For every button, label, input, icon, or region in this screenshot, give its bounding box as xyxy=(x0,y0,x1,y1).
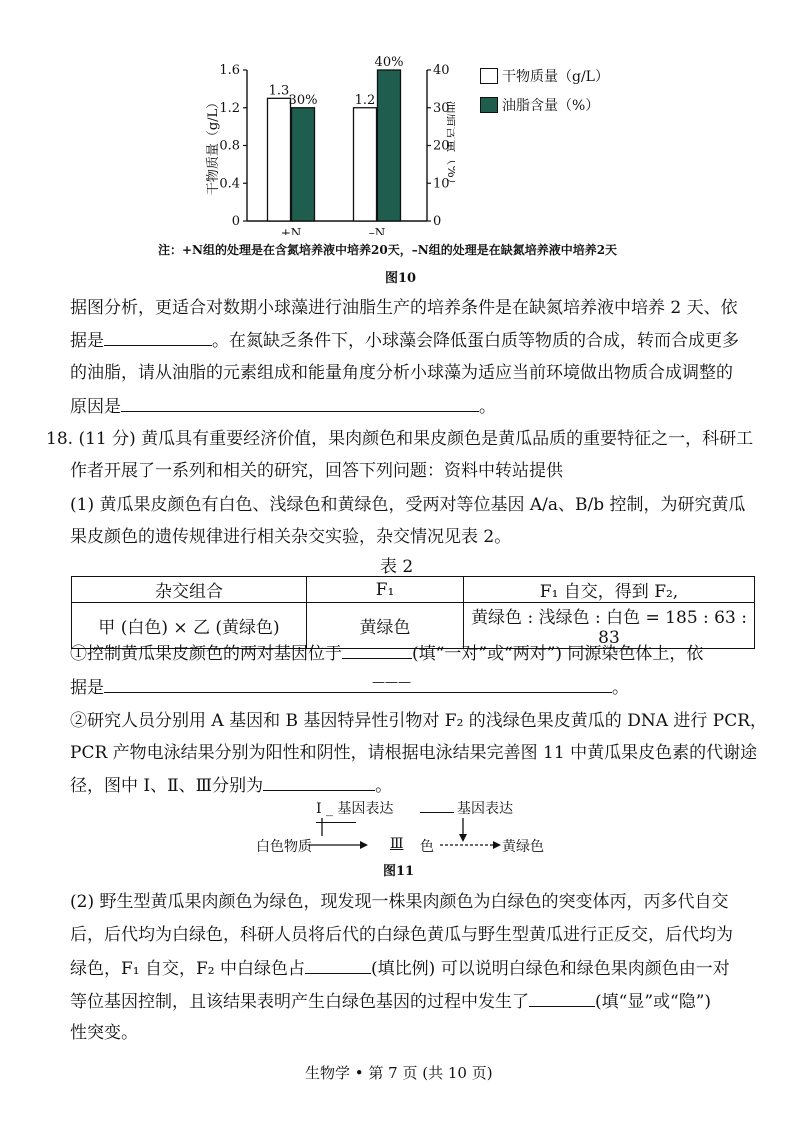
q18-sub1-line2-prefix: 据是 xyxy=(70,678,104,698)
figure-11-caption: 图11 xyxy=(383,864,415,879)
q17-line2-prefix: 据是 xyxy=(70,331,104,351)
right-axis-title: 油脂含量（%） xyxy=(444,100,455,191)
left-tick-label: 0.4 xyxy=(219,176,240,192)
q17-line3: 的油脂，请从油脂的元素组成和能量角度分析小球藻为适应当前环境做出物质合成调整的 xyxy=(70,363,733,383)
left-tick-label: 1.2 xyxy=(219,100,240,116)
legend-oil-label: 油脂含量（%） xyxy=(502,98,600,114)
answer-blank[interactable] xyxy=(104,676,612,693)
figure-10-chart xyxy=(195,55,455,239)
arrow-head-a xyxy=(360,841,368,849)
table-header-cell: F₁ xyxy=(307,577,464,603)
table-2 xyxy=(71,576,755,649)
q18-sub1-prefix: ①控制黄瓜果皮颜色的两对基因位于 xyxy=(70,644,342,664)
q17-line4 xyxy=(70,395,496,418)
q18-part2-line4-suffix: (填“显”或“隐”) xyxy=(595,992,712,1012)
arrow-head-b xyxy=(493,841,501,849)
q18-sub2-line2: PCR 产物电泳结果分别为阳性和阴性，请根据电泳结果完善图 11 中黄瓜果皮色素的代谢途 xyxy=(70,743,758,763)
answer-blank[interactable] xyxy=(121,395,479,412)
gene-expression-label-1: Ⅰ _ 基因表达 xyxy=(316,801,394,817)
q18-sub2-line1: ②研究人员分别用 A 基因和 B 基因特异性引物对 F₂ 的浅绿色果皮黄瓜的 DNA 进行 PCR， xyxy=(70,711,768,731)
q17-line4-suffix: 。 xyxy=(479,397,496,417)
x-tick-label: –N xyxy=(368,226,386,235)
left-tick-label: 0 xyxy=(231,214,240,229)
bar-oil-content xyxy=(292,108,315,221)
bar-label-oil: 40% xyxy=(374,55,404,70)
bar-oil-content xyxy=(378,70,401,221)
q18-sub1-line2-suffix: 。 xyxy=(612,678,629,698)
table-header-cell: F₁ 自交，得到 F₂, xyxy=(464,577,755,603)
q18-sub2-line3 xyxy=(70,774,392,797)
bar-chart-svg xyxy=(195,55,455,235)
legend-dry-matter xyxy=(480,66,609,86)
q18-intro-line2: 作者开展了一系列和相关的研究，回答下列问题：资料中转站提供 xyxy=(70,461,563,481)
left-axis-title: 干物质量（g/L） xyxy=(206,95,221,196)
table-2-title: 表 2 xyxy=(380,557,414,577)
q17-line4-prefix: 原因是 xyxy=(70,397,121,417)
q18-sub1-suffix: (填“一对”或“两对”) 同源染色体上，依 xyxy=(412,644,704,664)
answer-blank[interactable] xyxy=(104,329,212,346)
q18-part2-line3-suffix: (填比例) 可以说明白绿色和绿色果肉颜色由一对 xyxy=(371,959,730,979)
left-tick-label: 1.6 xyxy=(219,63,240,78)
answer-blank[interactable] xyxy=(342,642,412,659)
x-tick-label: +N xyxy=(280,226,302,235)
right-tick-label: 0 xyxy=(433,214,442,229)
legend-oil xyxy=(480,95,609,115)
right-tick-label: 20 xyxy=(433,138,450,154)
intermediate-label: Ⅲ xyxy=(390,836,404,852)
q18-part2-line4-prefix: 等位基因控制，且该结果表明产生白绿色基因的过程中发生了 xyxy=(70,992,529,1012)
yellow-green-label: 黄绿色 xyxy=(502,839,544,855)
bar-label-dry: 1.3 xyxy=(268,83,290,99)
table-cell: 甲 (白色) × 乙 (黄绿色) xyxy=(72,603,307,649)
chart-legend xyxy=(480,66,609,115)
legend-swatch-white xyxy=(480,68,498,84)
bar-label-dry: 1.2 xyxy=(354,92,376,108)
answer-blank[interactable] xyxy=(529,990,595,1007)
arrow-head-2 xyxy=(459,834,467,842)
table-header-cell: 杂交组合 xyxy=(72,577,307,603)
left-tick-label: 0.8 xyxy=(219,138,240,154)
table-cell: 黄绿色 : 浅绿色 : 白色 = 185 : 63 : 83 xyxy=(464,603,755,649)
q17-line2 xyxy=(70,329,739,352)
q17-line1: 据图分析，更适合对数期小球藻进行油脂生产的培养条件是在缺氮培养液中培养 2 天、依 xyxy=(70,298,738,318)
q18-part2-line3 xyxy=(70,957,730,980)
legend-swatch-green xyxy=(480,97,498,113)
answer-blank[interactable] xyxy=(263,774,375,791)
q18-part2-line3-prefix: 绿色，F₁ 自交，F₂ 中白绿色占 xyxy=(70,959,306,979)
dash-mark: ——— xyxy=(372,675,411,690)
table-header-row xyxy=(72,577,755,603)
q18-sub2-line3-suffix: 。 xyxy=(375,776,393,796)
figure-10-caption: 图10 xyxy=(385,271,417,286)
right-tick-label: 10 xyxy=(433,176,450,192)
q18-part2-line1: (2) 野生型黄瓜果肉颜色为绿色，现发现一株果肉颜色为白绿色的突变体丙，丙多代自交 xyxy=(70,892,729,912)
q18-part1-line2: 果皮颜色的遗传规律进行相关杂交实验，杂交情况见表 2。 xyxy=(70,527,512,547)
q18-intro-line1: 18. (11 分) 黄瓜具有重要经济价值，果肉颜色和果皮颜色是黄瓜品质的重要特征之一，科研工 xyxy=(46,429,754,449)
table-cell: 黄绿色 xyxy=(307,603,464,649)
q18-part2-line2: 后，后代均为白绿色，科研人员将后代的白绿色黄瓜与野生型黄瓜进行正反交，后代均为 xyxy=(70,925,733,945)
q17-line2-suffix: 。在氮缺乏条件下，小球藻会降低蛋白质等物质的合成，转而合成更多 xyxy=(212,331,739,351)
figure-10-note: 注：+N组的处理是在含氮培养液中培养20天，–N组的处理是在缺氮培养液中培养2天 xyxy=(158,243,618,257)
intermediate-suffix: 色 xyxy=(420,839,434,855)
q18-part2-line4 xyxy=(70,990,711,1013)
bar-dry-matter xyxy=(268,98,291,221)
answer-blank[interactable] xyxy=(305,957,371,974)
right-tick-label: 40 xyxy=(433,63,450,78)
gene-expression-label-2: 基因表达 xyxy=(457,801,513,817)
q18-sub1-line1 xyxy=(70,642,703,665)
q18-part1-line1: (1) 黄瓜果皮颜色有白色、浅绿色和黄绿色，受两对等位基因 A/a、B/b 控制，为研究黄瓜 xyxy=(70,495,746,515)
q18-sub2-line3-prefix: 径，图中 Ⅰ、Ⅱ、Ⅲ分别为 xyxy=(70,776,264,796)
bar-dry-matter xyxy=(354,108,377,221)
page-footer: 生物学 • 第 7 页 (共 10 页) xyxy=(305,1064,493,1082)
q18-part2-line5: 性突变。 xyxy=(70,1023,138,1043)
white-substance-label: 白色物质 xyxy=(256,839,312,855)
right-tick-label: 30 xyxy=(433,100,450,116)
bar-label-oil: 30% xyxy=(288,92,318,108)
legend-dry-label: 干物质量（g/L） xyxy=(502,69,609,85)
q18-sub1-line2 xyxy=(70,676,629,699)
